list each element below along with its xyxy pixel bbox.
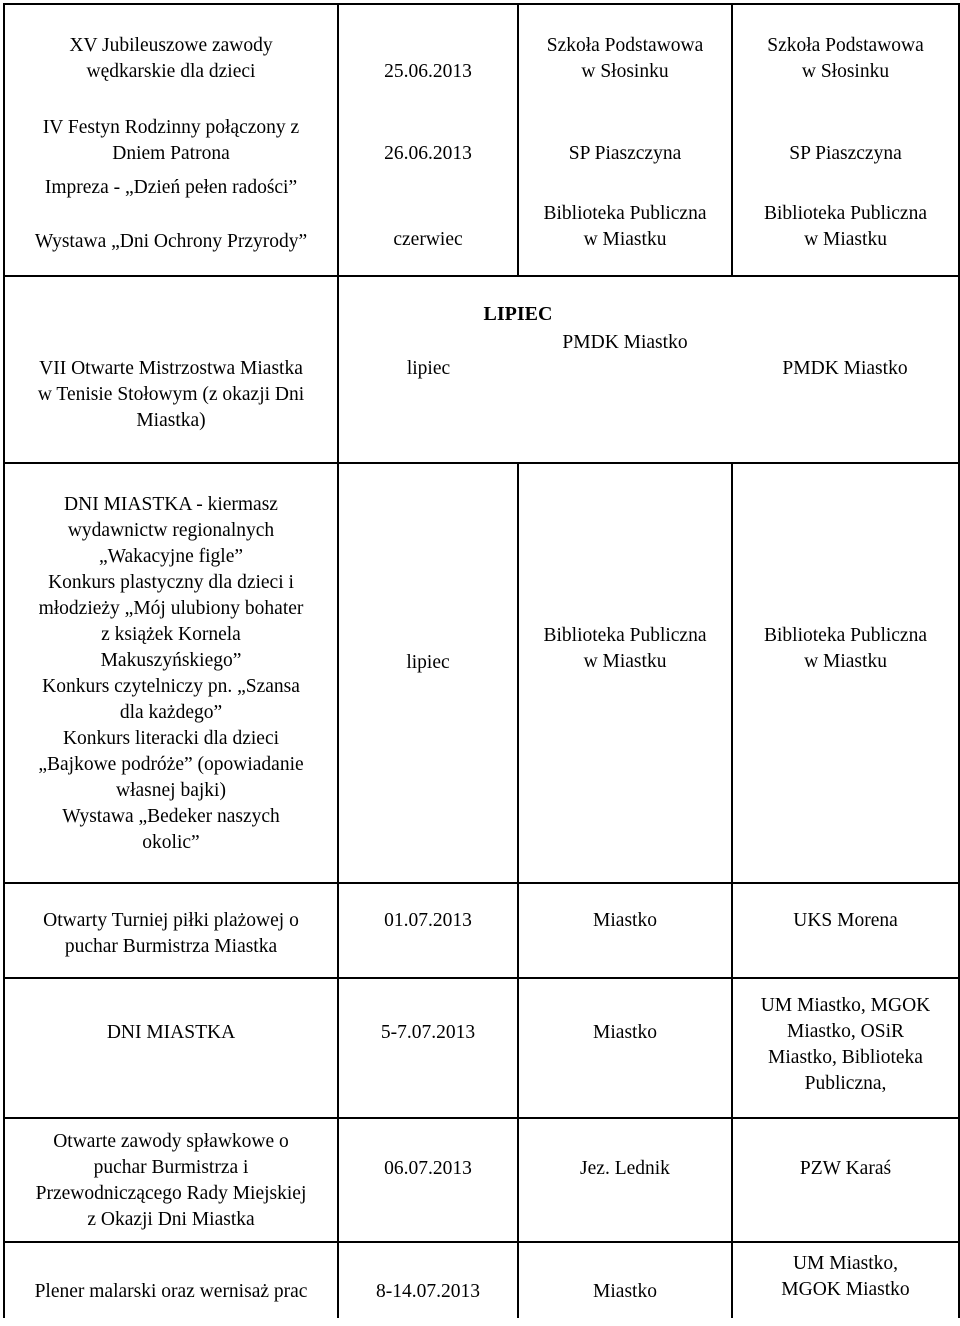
place-cell: Miastko: [518, 978, 732, 1118]
place-cell: Miastko: [518, 1242, 732, 1318]
place-cell: Szkoła Podstawowa w Słosinku: [518, 4, 732, 108]
events-table: [3, 3, 960, 1318]
event-cell: IV Festyn Rodzinny połączony z Dniem Patrona: [4, 108, 338, 170]
table-row: [4, 463, 959, 883]
date-cell: czerwiec: [338, 170, 518, 276]
place-cell: Jez. Lednik: [518, 1118, 732, 1242]
date-cell: 01.07.2013: [338, 883, 518, 978]
event-cell: DNI MIASTKA: [4, 978, 338, 1118]
event-cell: VII Otwarte Mistrzostwa Miastka w Tenisie Stołowym (z okazji Dni Miastka): [4, 276, 338, 463]
table-row: [4, 108, 959, 170]
organizer-cell: UKS Morena: [732, 883, 959, 978]
organizer-cell: PZW Karaś: [732, 1118, 959, 1242]
organizer-cell: Biblioteka Publiczna w Miastku: [732, 170, 959, 276]
date-cell: lipiec: [338, 463, 518, 883]
table-row: [4, 978, 959, 1118]
table-row: [4, 4, 959, 108]
event-cell: XV Jubileuszowe zawody wędkarskie dla dzieci: [4, 4, 338, 108]
organizer-cell: PMDK Miastko: [732, 276, 959, 463]
organizer-cell: UM Miastko, MGOK Miastko, OSiR Miastko, Biblioteka Publiczna,: [732, 978, 959, 1118]
place-cell: Miastko: [518, 883, 732, 978]
event-cell: Plener malarski oraz wernisaż prac: [4, 1242, 338, 1318]
table-row: [4, 170, 959, 276]
table-row: [4, 883, 959, 978]
place-cell: Biblioteka Publiczna w Miastku: [518, 463, 732, 883]
event-cell: Impreza - „Dzień pełen radości” Wystawa „Dni Ochrony Przyrody”: [4, 170, 338, 276]
place-cell: SP Piaszczyna: [518, 108, 732, 170]
date-cell: 06.07.2013: [338, 1118, 518, 1242]
date-cell: 26.06.2013: [338, 108, 518, 170]
place-cell: LIPIEC PMDK Miastko: [518, 276, 732, 463]
table-row: [4, 1118, 959, 1242]
month-heading: LIPIEC: [483, 303, 553, 325]
table-row: [4, 276, 959, 463]
date-cell: 25.06.2013: [338, 4, 518, 108]
date-cell: 5-7.07.2013: [338, 978, 518, 1118]
date-cell: 8-14.07.2013: [338, 1242, 518, 1318]
organizer-cell: Szkoła Podstawowa w Słosinku: [732, 4, 959, 108]
event-cell: Otwarte zawody spławkowe o puchar Burmistrza i Przewodniczącego Rady Miejskiej z Okazji Dni Miastka: [4, 1118, 338, 1242]
organizer-cell: SP Piaszczyna: [732, 108, 959, 170]
organizer-cell: UM Miastko, MGOK Miastko: [732, 1242, 959, 1318]
event-cell: DNI MIASTKA - kiermasz wydawnictw regionalnych „Wakacyjne figle” Konkurs plastyczny dla dzieci i młodzieży „Mój ulubiony bohater z książek Kornela Makuszyńskiego” Konkurs czytelniczy pn. „Szansa dla każdego” Konkurs literacki dla dzieci „Bajkowe podróże” (opowiadanie własnej bajki) Wystawa „Bedeker naszych okolic”: [4, 463, 338, 883]
date-cell: lipiec: [338, 276, 518, 463]
place-cell: Biblioteka Publiczna w Miastku: [518, 170, 732, 276]
table-row: [4, 1242, 959, 1318]
event-cell: Otwarty Turniej piłki plażowej o puchar Burmistrza Miastka: [4, 883, 338, 978]
organizer-cell: Biblioteka Publiczna w Miastku: [732, 463, 959, 883]
